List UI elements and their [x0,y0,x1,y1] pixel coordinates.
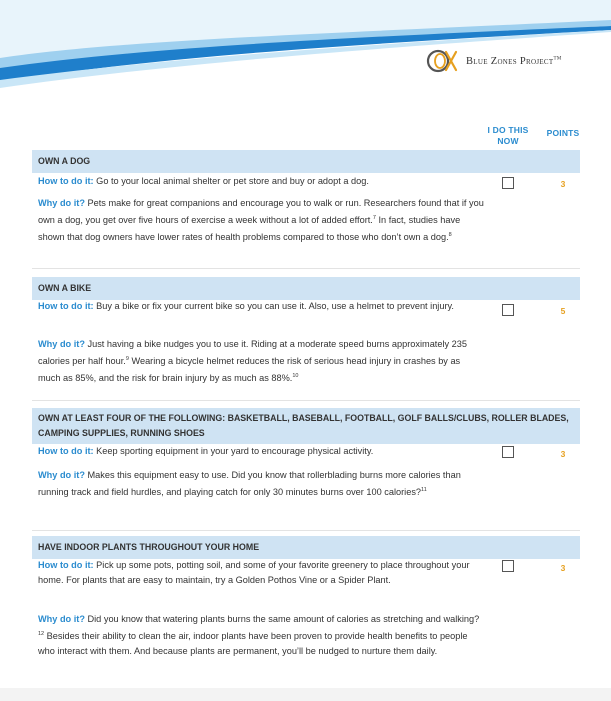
why-label: Why do it? [38,198,85,208]
section-title: HAVE INDOOR PLANTS THROUGHOUT YOUR HOME [32,536,580,559]
section-title: OWN A BIKE [32,277,580,300]
section-divider [32,268,580,269]
how-label: How to do it: [38,301,94,311]
points-value: 5 [560,306,566,316]
section-divider [32,530,580,531]
why-text: Why do it? Makes this equipment easy to use. Did you know that rollerblading burns more calories than running track and field hurdles, and playing catch for only 30 minutes burns over 100 calories?$^{11}$ [38,470,461,498]
how-to-text: How to do it: Buy a bike or fix your current bike so you can use it. Also, use a helmet to prevent injury. [38,301,454,311]
how-to-text: How to do it: Pick up some pots, potting soil, and some of your favorite greenery to place throughout your home. For plants that are easy to maintain, try a Golden Pothos Vine or a Spider Plant. [38,560,470,585]
section-title: OWN A DOG [32,150,580,173]
page-footer-strip [0,688,611,701]
why-text: Why do it? Pets make for great companions and encourage you to walk or run. Researchers found that if you own a dog, you get over five hours of exercise a week without a lot of added effort.$^7$ In fact, studies have shown that dog owners have lower rates of health problems compared to those who don’t own a dog.$^8$ [38,198,484,243]
column-header-points: POINTS [546,128,580,138]
section-indoor-plants [32,536,580,684]
how-label: How to do it: [38,446,94,456]
why-label: Why do it? [38,470,85,480]
section-divider [32,400,580,401]
brand-logo [424,46,562,76]
blue-zones-logo-icon [424,46,460,76]
how-label: How to do it: [38,560,94,570]
why-label: Why do it? [38,614,85,624]
why-label: Why do it? [38,339,85,349]
brand-trademark: TM [553,56,562,61]
why-text: Why do it? Did you know that watering plants burns the same amount of calories as stretching and walking?$^{12}$ Besides their ability to clean the air, indoor plants have been proven to provide health benefits to people who interact with them. And because plants are permanent, you’ll be nudged to nurture them daily. [38,614,480,657]
how-to-text: How to do it: Keep sporting equipment in your yard to encourage physical activity. [38,446,374,456]
points-value: 3 [560,179,566,189]
section-own-sporting-equipment [32,408,580,526]
do-this-checkbox[interactable] [502,304,514,316]
why-text: Why do it? Just having a bike nudges you to use it. Riding at a moderate speed burns approximately 235 calories per half hour.$^9$ Wearing a bicycle helmet reduces the risk of serious head injury in crashes by as much as 85%, and the risk for brain injury by as much as 88%.$^{10}$ [38,339,467,384]
section-own-a-dog [32,150,580,264]
section-own-a-bike [32,277,580,395]
points-value: 3 [560,563,566,573]
how-label: How to do it: [38,176,94,186]
points-value: 3 [560,449,566,459]
do-this-checkbox[interactable] [502,560,514,572]
brand-name: Blue Zones Project™ [466,55,562,67]
how-to-text: How to do it: Go to your local animal shelter or pet store and buy or adopt a dog. [38,176,369,186]
section-title: OWN AT LEAST FOUR OF THE FOLLOWING: BASKETBALL, BASEBALL, FOOTBALL, GOLF BALLS/CLUBS, ROLLER BLADES, CAMPING SUPPLIES, RUNNING SHOES [32,408,580,444]
column-header-do-this: I DO THIS NOW [487,125,529,146]
do-this-checkbox[interactable] [502,446,514,458]
do-this-checkbox[interactable] [502,177,514,189]
